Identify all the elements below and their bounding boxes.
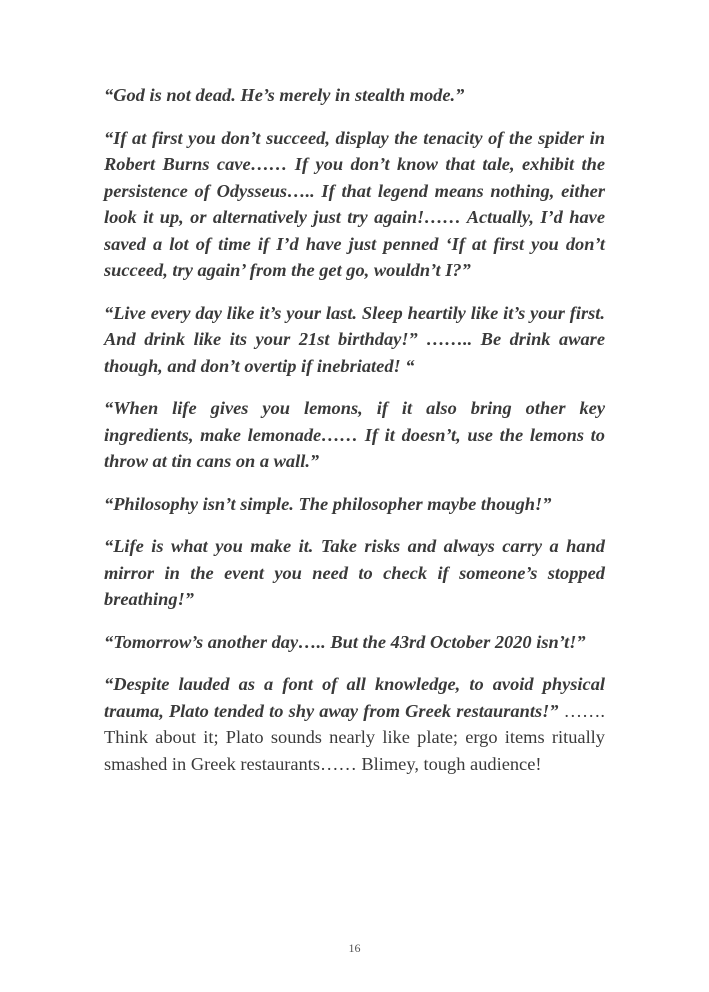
quote-paragraph-life-what-you-make <box>104 533 605 613</box>
quote-text: “Despite lauded as a font of all knowledge, to avoid physical trauma, Plato tended to shy away from Greek restaurants!” <box>104 674 605 721</box>
quote-commentary: ……. Think about it; Plato sounds nearly like plate; ergo items ritually smashed in Greek restaurants…… Blimey, tough audience! <box>104 700 605 774</box>
quote-text: “Philosophy isn’t simple. The philosopher maybe though!” <box>104 493 552 514</box>
quote-paragraph-plato <box>104 671 605 777</box>
quote-paragraph-lemons <box>104 395 605 475</box>
quote-paragraph-philosophy <box>104 491 605 518</box>
quotes-body <box>104 82 605 793</box>
quote-text: “If at first you don’t succeed, display the tenacity of the spider in Robert Burns cave…… If you don’t know that tale, exhibit the persistence of Odysseus….. If that legend means nothing, either look it up, or alternatively just try again!…… Actually, I’d have saved a lot of time if I’d have just penned ‘If at first you don’t succeed, try again’ from the get go, wouldn’t I?” <box>104 127 605 280</box>
page-number: 16 <box>348 941 361 955</box>
quote-text: “Tomorrow’s another day….. But the 43rd October 2020 isn’t!” <box>104 631 586 652</box>
quote-paragraph-tomorrow <box>104 629 605 656</box>
quote-text: “God is not dead. He’s merely in stealth mode.” <box>104 85 465 105</box>
quote-text: “When life gives you lemons, if it also bring other key ingredients, make lemonade…… If it doesn’t, use the lemons to throw at tin cans on a wall.” <box>104 398 605 471</box>
quote-text: “Live every day like it’s your last. Sleep heartily like it’s your first. And drink like its your 21st birthday!” …….. Be drink aware though, and don’t overtip if inebriated! “ <box>104 302 605 376</box>
quote-paragraph-live-every-day <box>104 300 605 380</box>
quote-paragraph-stealth-mode <box>104 82 605 109</box>
quote-text: “Life is what you make it. Take risks and always carry a hand mirror in the event you need to check if someone’s stopped breathing!” <box>104 536 605 609</box>
quote-paragraph-first-succeed <box>104 125 605 284</box>
